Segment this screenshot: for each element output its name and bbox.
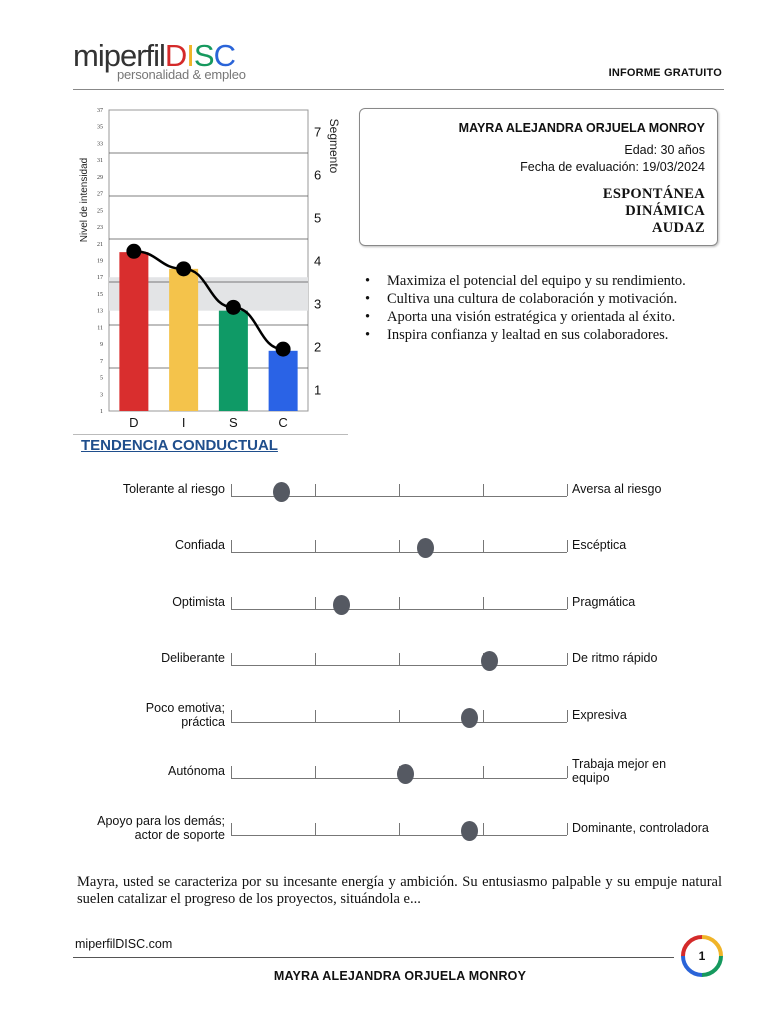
scale-tick [315, 823, 316, 835]
scale-right-label: Aversa al riesgo [572, 482, 662, 496]
scale-tick [231, 710, 232, 722]
scale-track [231, 665, 567, 666]
scale-tick [399, 540, 400, 552]
scale-tick [231, 597, 232, 609]
scale-tick [231, 484, 232, 496]
scale-tick [315, 597, 316, 609]
scale-tick [567, 710, 568, 722]
scale-track [231, 552, 567, 553]
scale-right-label: Dominante, controladora [572, 821, 709, 835]
y2-tick-label: 6 [314, 167, 322, 183]
scale-tick [315, 484, 316, 496]
scale-tick [231, 766, 232, 778]
data-point [176, 261, 191, 276]
page-number: 1 [698, 949, 706, 963]
profile-trait: DINÁMICA [625, 203, 705, 219]
scale-tick [567, 540, 568, 552]
footer-site: miperfilDISC.com [75, 937, 173, 951]
scale-tick [315, 653, 316, 665]
data-point [226, 300, 241, 315]
y2-tick-label: 2 [314, 339, 322, 355]
profile-trait: ESPONTÁNEA [602, 186, 705, 202]
y-tick-label: 21 [97, 241, 103, 248]
brand-logo [73, 40, 246, 81]
scale-tick [567, 653, 568, 665]
footer-name: MAYRA ALEJANDRA ORJUELA MONROY [273, 969, 527, 983]
scale-row [0, 470, 768, 510]
y-tick-label: 37 [97, 108, 103, 114]
y-tick-label: 13 [97, 308, 103, 315]
y-tick-label: 7 [100, 358, 103, 365]
list-item: • Cultiva una cultura de colaboración y motivación. [365, 290, 686, 308]
y2-tick-label: 5 [314, 210, 322, 226]
scale-tick [315, 540, 316, 552]
scale-right-label: De ritmo rápido [572, 651, 658, 665]
summary-paragraph: Mayra, usted se caracteriza por su incesante energía y ambición. Su entusiasmo palpable y su empuje natural suelen catalizar el progreso de los proyectos, situándola e... [77, 874, 722, 907]
scale-tick [567, 766, 568, 778]
scale-tick [231, 823, 232, 835]
scale-right-label: Trabaja mejor en equipo [572, 757, 667, 785]
x-tick-label: I [181, 415, 186, 430]
scale-right-label: Expresiva [572, 708, 627, 722]
scale-track [231, 722, 567, 723]
profile-eval-date: Fecha de evaluación: 19/03/2024 [520, 160, 705, 174]
scale-tick [399, 597, 400, 609]
bar-i [169, 269, 198, 411]
y-tick-label: 11 [97, 325, 103, 332]
scale-tick [483, 710, 484, 722]
report-badge: INFORME GRATUITO [608, 67, 722, 79]
footer-divider [73, 957, 674, 958]
scale-tick [399, 823, 400, 835]
scale-tick [399, 484, 400, 496]
section-title: TENDENCIA CONDUCTUAL [81, 437, 278, 454]
x-tick-label: D [129, 415, 139, 430]
scale-marker [461, 708, 478, 728]
profile-card [359, 108, 718, 246]
scale-track [231, 609, 567, 610]
y-tick-label: 31 [97, 158, 103, 165]
list-item: • Inspira confianza y lealtad en sus colaboradores. [365, 326, 686, 344]
y-tick-label: 29 [97, 174, 103, 181]
bar-d [119, 252, 148, 411]
scale-row [0, 809, 768, 849]
y-tick-label: 9 [100, 342, 103, 349]
logo-tagline: personalidad & empleo [117, 67, 246, 82]
scale-left-label: Apoyo para los demás; actor de soporte [97, 814, 225, 842]
scale-marker [397, 764, 414, 784]
page-number-badge [680, 934, 724, 978]
y-tick-label: 33 [97, 141, 103, 148]
y2-tick-label: 4 [314, 253, 322, 269]
x-tick-label: S [229, 415, 238, 430]
logo-letter-s: S [193, 38, 214, 73]
scale-tick [231, 653, 232, 665]
scale-left-label: Confiada [174, 538, 225, 552]
scale-tick [399, 710, 400, 722]
scale-left-label: Optimista [172, 595, 225, 609]
y-tick-label: 35 [97, 124, 103, 131]
scale-tick [483, 823, 484, 835]
profile-name: MAYRA ALEJANDRA ORJUELA MONROY [458, 121, 705, 135]
scale-marker [417, 538, 434, 558]
y-tick-label: 3 [100, 392, 103, 399]
scale-left-label: Tolerante al riesgo [122, 482, 225, 496]
scale-track [231, 835, 567, 836]
scale-left-label: Autónoma [168, 764, 225, 778]
list-item: • Aporta una visión estratégica y orientada al éxito. [365, 308, 686, 326]
scale-left-label: Deliberante [161, 651, 225, 665]
scale-row [0, 583, 768, 623]
y-axis-title: Nivel de intensidad [79, 157, 90, 243]
strengths-list [365, 272, 686, 344]
scale-right-label: Pragmática [572, 595, 636, 609]
chart-divider [73, 434, 348, 435]
scale-marker [273, 482, 290, 502]
logo-letter-d: D [164, 38, 187, 73]
scale-marker [461, 821, 478, 841]
data-point [276, 342, 291, 357]
y2-axis-title: Segmento [327, 118, 341, 174]
profile-age: Edad: 30 años [624, 143, 705, 157]
bar-s [219, 311, 248, 411]
scale-tick [567, 597, 568, 609]
logo-letter-i: I [186, 38, 194, 73]
logo-letter-c: C [213, 38, 235, 73]
y-tick-label: 5 [100, 375, 103, 382]
scale-row [0, 526, 768, 566]
scale-row [0, 639, 768, 679]
scale-right-label: Escéptica [572, 538, 627, 552]
y-tick-label: 17 [97, 275, 103, 282]
scale-tick [315, 710, 316, 722]
y-tick-label: 19 [97, 258, 103, 265]
x-tick-label: C [278, 415, 288, 430]
scale-tick [315, 766, 316, 778]
scale-row [0, 696, 768, 736]
logo-text: miperfil [73, 38, 165, 73]
scale-tick [483, 597, 484, 609]
y2-tick-label: 1 [314, 382, 322, 398]
disc-chart [73, 106, 353, 436]
y-tick-label: 27 [97, 191, 103, 198]
bar-c [269, 351, 298, 411]
y2-tick-label: 7 [314, 124, 322, 140]
scale-tick [483, 540, 484, 552]
profile-trait: AUDAZ [651, 220, 705, 236]
scale-tick [231, 540, 232, 552]
y-tick-label: 23 [97, 225, 103, 232]
list-item: • Maximiza el potencial del equipo y su rendimiento. [365, 272, 686, 290]
scale-marker [333, 595, 350, 615]
scale-marker [481, 651, 498, 671]
y-tick-label: 25 [97, 208, 103, 215]
profile-traits [360, 186, 705, 237]
scale-tick [567, 823, 568, 835]
scale-tick [483, 484, 484, 496]
scale-tick [483, 766, 484, 778]
scale-tick [567, 484, 568, 496]
data-point [126, 244, 141, 259]
scale-left-label: Poco emotiva; práctica [145, 701, 225, 729]
scale-row [0, 752, 768, 792]
y-tick-label: 15 [97, 291, 103, 298]
y2-tick-label: 3 [314, 296, 322, 312]
header-divider [73, 89, 724, 90]
scale-tick [399, 653, 400, 665]
y-tick-label: 1 [100, 409, 103, 415]
